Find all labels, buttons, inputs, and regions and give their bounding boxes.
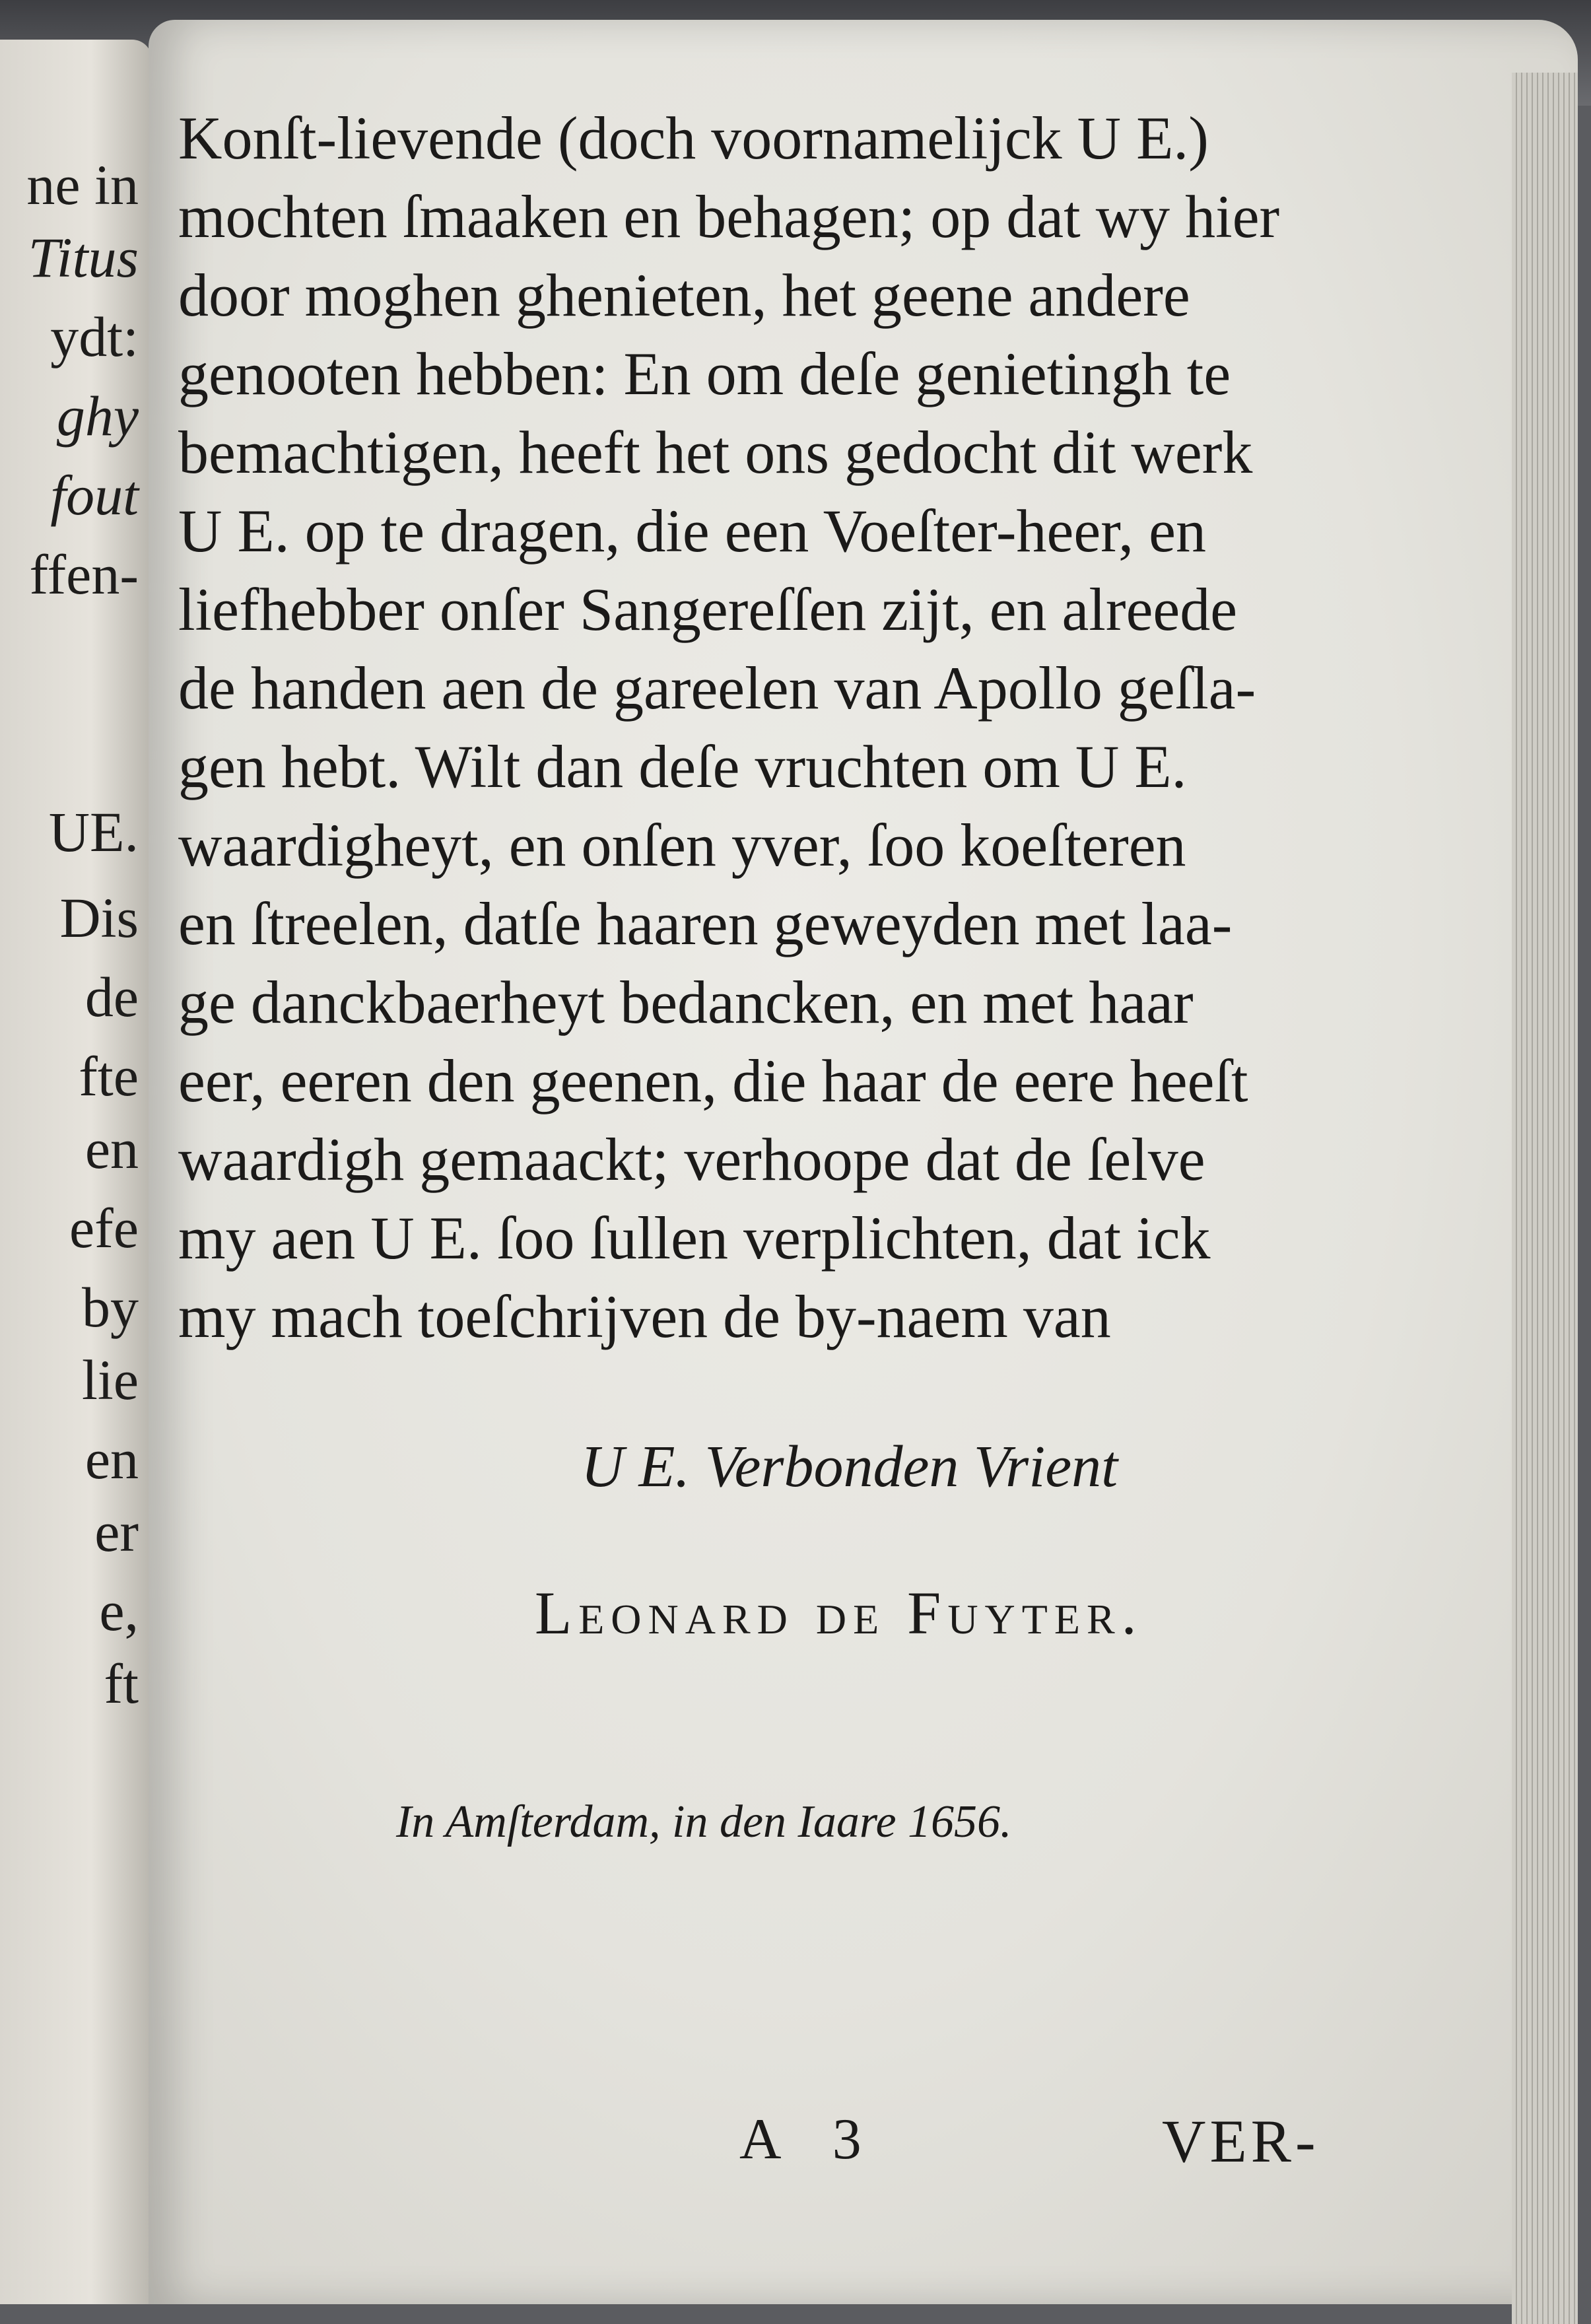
place-date: In Amſterdam, in den Iaare 1656. [396, 1796, 1012, 1847]
left-fragment: e, [99, 1579, 139, 1643]
left-fragment: er [94, 1500, 139, 1563]
left-fragment: fout [50, 463, 139, 527]
left-fragment: de [85, 965, 139, 1029]
text-line: my mach toeſchrijven de by-naem van [178, 1283, 1111, 1350]
text-line: door moghen ghenieten, het geene andere [178, 261, 1190, 329]
text-line: U E. op te dragen, die een Voeſter-heer, en [178, 497, 1206, 564]
left-fragment: en [85, 1117, 139, 1180]
left-fragment: fte [79, 1044, 139, 1108]
text-line: eer, eeren den geenen, die haar de eere heeſt [178, 1047, 1248, 1114]
left-fragment: efe [69, 1196, 139, 1260]
text-line: en ſtreelen, datſe haaren geweyden met laa- [178, 890, 1233, 957]
left-fragment: Dis [59, 886, 139, 949]
left-page [0, 40, 152, 2304]
text-line: de handen aen de gareelen van Apollo geſla- [178, 654, 1256, 722]
text-line: bemachtigen, heeft het ons gedocht dit werk [178, 419, 1253, 486]
page-edges [1512, 73, 1578, 2324]
dedication-text [178, 99, 1485, 1356]
text-line: waardigh gemaackt; verhoope dat de ſelve [178, 1126, 1205, 1193]
signer-name: Leonard de Fuyter. [535, 1579, 1143, 1647]
text-line: waardigheyt, en onſen yver, ſoo koeſteren [178, 811, 1186, 879]
left-fragment: ft [104, 1652, 139, 1715]
text-line: Konſt-lievende (doch voornamelijck U E.) [178, 104, 1209, 172]
text-line: liefhebber onſer Sangereſſen zijt, en alreede [178, 576, 1238, 643]
text-line: genooten hebben: En om deſe genietingh te [178, 340, 1231, 407]
left-fragment: ghy [56, 384, 139, 448]
left-fragment: lie [82, 1348, 139, 1412]
left-fragment: ffen- [29, 543, 139, 606]
text-line: my aen U E. ſoo ſullen verplichten, dat ick [178, 1204, 1211, 1272]
text-line: gen hebt. Wilt dan deſe vruchten om U E. [178, 733, 1187, 800]
signature-label: U E. Verbonden Vrient [581, 1434, 1118, 1499]
left-fragment: ne in [26, 153, 139, 217]
text-line: mochten ſmaaken en behagen; op dat wy hier [178, 183, 1280, 250]
signature-mark: A 3 [739, 2107, 881, 2171]
text-line: ge danckbaerheyt bedancken, en met haar [178, 969, 1194, 1036]
left-fragment: UE. [48, 800, 139, 864]
left-fragment: by [82, 1276, 139, 1339]
left-fragment: Titus [28, 226, 139, 289]
left-fragment: en [85, 1427, 139, 1491]
left-fragment: ydt: [50, 305, 139, 368]
catchword: VER- [1162, 2107, 1320, 2175]
